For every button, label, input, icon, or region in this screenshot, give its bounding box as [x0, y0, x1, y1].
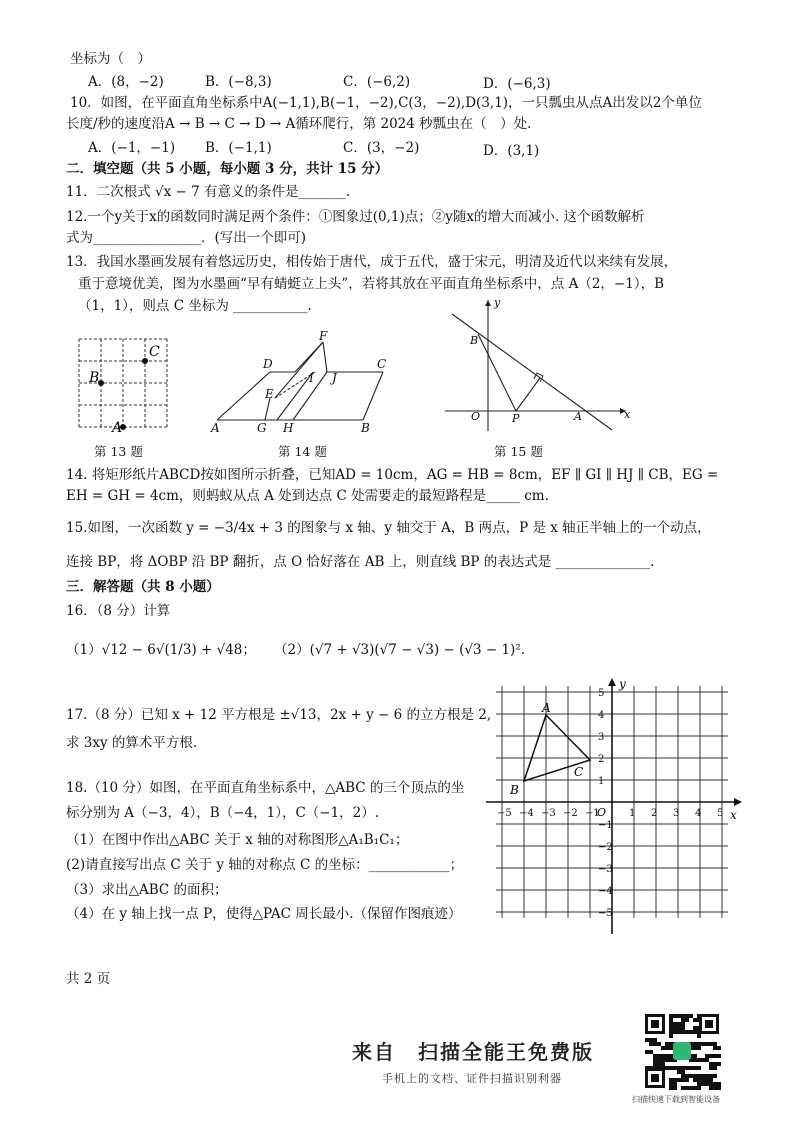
- qr-cell: [681, 1074, 685, 1078]
- fig13-point-c: [142, 358, 148, 364]
- footer-tagline: 手机上的文档、证件扫描识别利器: [382, 1072, 562, 1085]
- figure-18-grid: [484, 676, 746, 938]
- q13-line-3: （1，1），则点 C 坐标为 ___________.: [78, 298, 312, 314]
- qr-cell: [681, 1070, 685, 1074]
- qr-cell: [669, 1046, 673, 1050]
- fig13-label-b: B: [89, 370, 100, 386]
- qr-cell: [709, 1074, 713, 1078]
- q18-line-4: (2)请直接写出点 C 关于 y 轴的对称点 C 的坐标：____________；: [66, 857, 464, 873]
- qr-cell: [713, 1074, 717, 1078]
- fig14-label-h: H: [283, 421, 294, 435]
- qr-cell: [677, 1022, 681, 1026]
- qr-cell: [693, 1086, 697, 1090]
- qr-cell: [653, 1054, 657, 1058]
- qr-cell: [681, 1030, 685, 1034]
- q12-line-1: 12.一个y关于x的函数同时满足两个条件：①图象过(0,1)点；②y随x的增大而减小. 这个函数解析: [66, 209, 645, 225]
- fig18-y-tick-label: −2: [598, 842, 613, 853]
- qr-cell: [685, 1078, 689, 1082]
- fig14-label-c: C: [377, 357, 387, 371]
- q17-line-1: 17.（8 分）已知 x + 12 平方根是 ±√13，2x + y − 6 的立方根是 2,: [66, 707, 492, 723]
- qr-cell: [693, 1054, 697, 1058]
- qr-cell: [701, 1042, 705, 1046]
- qr-cell: [689, 1066, 693, 1070]
- q14-line-1: 14. 将矩形纸片ABCD按如图所示折叠，已知AD = 10cm，AG = HB = 8cm，EF ∥ GI ∥ HJ ∥ CB，EG =: [66, 467, 719, 483]
- fig18-label-y: y: [619, 677, 626, 691]
- qr-cell: [661, 1058, 665, 1062]
- qr-cell: [701, 1082, 705, 1086]
- qr-cell: [713, 1042, 717, 1046]
- qr-cell: [705, 1054, 709, 1058]
- qr-cell: [665, 1046, 669, 1050]
- qr-cell: [705, 1058, 709, 1062]
- qr-cell: [669, 1058, 673, 1062]
- fig14-label-d: D: [263, 357, 273, 371]
- fig18-y-tick-label: −3: [598, 864, 613, 875]
- qr-cell: [697, 1042, 701, 1046]
- qr-cell: [697, 1034, 701, 1038]
- q10-option-a: A．(−1，−1): [88, 140, 176, 156]
- qr-cell: [649, 1050, 653, 1054]
- qr-cell: [669, 1014, 673, 1018]
- qr-cell: [685, 1030, 689, 1034]
- footer-brand: 来自 扫描全能王免费版: [352, 1040, 594, 1064]
- fig18-label-x: x: [730, 808, 737, 822]
- qr-cell: [701, 1078, 705, 1082]
- q18-line-6: （4）在 y 轴上找一点 P，使得△PAC 周长最小.（保留作图痕迹）: [66, 906, 462, 922]
- fig18-y-tick-label: −1: [598, 820, 613, 831]
- q12-line-2: 式为________________．(写出一个即可): [66, 230, 307, 246]
- fig15-label-o: O: [471, 410, 481, 423]
- qr-cell: [701, 1074, 705, 1078]
- qr-cell: [709, 1082, 713, 1086]
- qr-cell: [709, 1086, 713, 1090]
- fig14-label-b: B: [361, 421, 370, 435]
- q18-line-1: 18.（10 分）如图，在平面直角坐标系中，△ABC 的三个顶点的坐: [66, 780, 465, 796]
- qr-cell: [697, 1086, 701, 1090]
- fig14-label-i: I: [309, 371, 314, 385]
- qr-cell: [693, 1074, 697, 1078]
- q18-line-5: （3）求出△ABC 的面积；: [66, 882, 228, 898]
- q17-line-2: 求 3xy 的算术平方根.: [66, 735, 198, 751]
- qr-cell: [665, 1066, 669, 1070]
- fig15-label-p: P: [512, 412, 520, 425]
- qr-cell: [669, 1022, 673, 1026]
- fig14-label-f: F: [319, 330, 328, 343]
- qr-cell: [657, 1062, 661, 1066]
- fig14-label-e: E: [265, 387, 274, 401]
- fig18-label-a: A: [542, 701, 551, 715]
- qr-cell: [717, 1062, 721, 1066]
- qr-cell: [669, 1018, 673, 1022]
- qr-cell: [713, 1086, 717, 1090]
- q15-line-2: 连接 BP，将 ΔOBP 沿 BP 翻折，点 O 恰好落在 AB 上，则直线 BP 的表达式是 ______________.: [66, 554, 655, 570]
- qr-cell: [649, 1038, 653, 1042]
- caption-fig-14: 第 14 题: [278, 444, 327, 459]
- qr-cell: [689, 1074, 693, 1078]
- qr-cell: [673, 1082, 677, 1086]
- qr-cell: [645, 1050, 649, 1054]
- q10-option-d: D．(3,1): [483, 143, 540, 159]
- fig18-x-tick-label: −4: [519, 808, 534, 819]
- figure-14: [205, 330, 400, 435]
- qr-cell: [697, 1066, 701, 1070]
- qr-cell: [653, 1062, 657, 1066]
- fig18-label-o: O: [597, 806, 607, 819]
- fig18-y-tick-label: 4: [598, 710, 605, 721]
- q13-line-1: 13．我国水墨画发展有着悠远历史，相传始于唐代，成于五代，盛于宋元，明清及近代以来续有发展，: [66, 254, 678, 270]
- qr-cell: [681, 1078, 685, 1082]
- qr-cell: [697, 1058, 701, 1062]
- q11: 11．二次根式 √x − 7 有意义的条件是_______.: [66, 184, 351, 200]
- fig18-x-tick-label: 5: [717, 808, 724, 819]
- q10-option-c: C．(3，−2): [343, 140, 420, 156]
- page-count: 共 2 页: [66, 971, 111, 987]
- qr-cell: [681, 1018, 685, 1022]
- qr-cell: [677, 1066, 681, 1070]
- fig15-label-a: A: [574, 410, 582, 423]
- fig18-x-tick-label: 4: [695, 808, 702, 819]
- qr-cell: [673, 1014, 677, 1018]
- qr-cell: [657, 1058, 661, 1062]
- qr-cell: [653, 1038, 657, 1042]
- q18-line-3: （1）在图中作出△ABC 关于 x 轴的对称图形△A₁B₁C₁；: [66, 832, 409, 848]
- qr-cell: [717, 1082, 721, 1086]
- qr-cell: [653, 1058, 657, 1062]
- qr-cell: [693, 1042, 697, 1046]
- qr-cell: [713, 1082, 717, 1086]
- q10-line-1: 10．如图，在平面直角坐标系中A(−1,1),B(−1，−2),C(3，−2),D(3,1)，一只瓢虫从点A出发以2个单位: [70, 95, 702, 111]
- qr-cell: [697, 1074, 701, 1078]
- qr-cell: [665, 1054, 669, 1058]
- fig14-label-g: G: [257, 421, 267, 435]
- qr-cell: [681, 1066, 685, 1070]
- fig18-y-tick-label: −5: [598, 908, 613, 919]
- qr-cell: [669, 1030, 673, 1034]
- qr-cell: [681, 1014, 685, 1018]
- qr-cell: [705, 1042, 709, 1046]
- qr-cell: [673, 1066, 677, 1070]
- q9-option-a: A．(8，−2): [88, 74, 164, 90]
- fig14-label-a: A: [211, 421, 220, 435]
- qr-cell: [693, 1030, 697, 1034]
- qr-cell: [673, 1026, 677, 1030]
- qr-cell: [693, 1046, 697, 1050]
- qr-cell: [661, 1046, 665, 1050]
- qr-cell: [681, 1026, 685, 1030]
- fig18-label-c: C: [574, 765, 584, 779]
- qr-cell: [673, 1086, 677, 1090]
- qr-cell: [669, 1026, 673, 1030]
- section-3-heading: 三．解答题（共 8 小题）: [66, 579, 220, 595]
- q10-option-b: B．(−1,1): [205, 140, 272, 156]
- qr-cell: [697, 1082, 701, 1086]
- qr-cell: [693, 1066, 697, 1070]
- q16-part-2: （2）(√7 + √3)(√7 − √3) − (√3 − 1)².: [274, 642, 526, 658]
- fig18-y-tick-label: −4: [598, 886, 613, 897]
- qr-cell: [669, 1086, 673, 1090]
- qr-cell: [677, 1026, 681, 1030]
- qr-cell: [665, 1042, 669, 1046]
- qr-cell: [669, 1078, 673, 1082]
- q9-option-d: D．(−6,3): [483, 76, 551, 92]
- qr-cell: [697, 1078, 701, 1082]
- qr-cell: [717, 1086, 721, 1090]
- qr-cell: [681, 1022, 685, 1026]
- qr-cell: [705, 1082, 709, 1086]
- fig15-label-b: B: [470, 334, 479, 347]
- qr-cell: [693, 1058, 697, 1062]
- qr-cell: [697, 1046, 701, 1050]
- qr-cell: [661, 1054, 665, 1058]
- qr-cell: [717, 1054, 721, 1058]
- qr-cell: [689, 1014, 693, 1018]
- fig18-y-tick-label: 2: [598, 754, 605, 765]
- fig18-x-tick-label: −2: [563, 808, 578, 819]
- fig13-label-c: C: [149, 344, 160, 360]
- qr-cell: [709, 1078, 713, 1082]
- qr-cell: [685, 1014, 689, 1018]
- q16-heading: 16．（8 分）计算: [66, 603, 171, 619]
- qr-cell: [657, 1042, 661, 1046]
- qr-cell: [669, 1054, 673, 1058]
- q10-line-2: 长度/秒的速度沿A → B → C → D → A循环爬行，第 2024 秒瓢虫在（ ）处.: [66, 116, 532, 132]
- qr-cell: [685, 1086, 689, 1090]
- qr-cell: [693, 1078, 697, 1082]
- qr-cell: [685, 1018, 689, 1022]
- fig18-x-tick-label: 3: [673, 808, 680, 819]
- fig18-x-tick-label: −5: [497, 808, 512, 819]
- qr-cell: [677, 1030, 681, 1034]
- qr-cell: [717, 1046, 721, 1050]
- fig18-x-tick-label: −1: [585, 808, 600, 819]
- q16-part-1: （1）√12 − 6√(1/3) + √48；: [66, 642, 256, 658]
- qr-cell: [677, 1078, 681, 1082]
- qr-cell: [693, 1018, 697, 1022]
- qr-cell: [685, 1066, 689, 1070]
- qr-caption: 扫描快速下载到智能设备: [632, 1095, 720, 1104]
- qr-cell: [713, 1054, 717, 1058]
- caption-fig-15: 第 15 题: [494, 444, 543, 459]
- qr-cell: [649, 1042, 653, 1046]
- qr-cell: [681, 1086, 685, 1090]
- qr-cell: [713, 1066, 717, 1070]
- qr-cell: [673, 1078, 677, 1082]
- qr-cell: [673, 1022, 677, 1026]
- qr-cell: [709, 1042, 713, 1046]
- qr-cell: [713, 1046, 717, 1050]
- q15-line-1: 15.如图，一次函数 y = −3/4x + 3 的图象与 x 轴、y 轴交于 A，B 两点，P 是 x 轴正半轴上的一个动点，: [66, 520, 711, 536]
- fig15-label-x: x: [624, 408, 631, 421]
- qr-cell: [689, 1030, 693, 1034]
- q18-line-2: 标分别为 A（−3，4），B（−4，1），C（−1，2）.: [66, 805, 380, 821]
- figure-15: [440, 296, 640, 436]
- fig18-label-b: B: [510, 783, 519, 797]
- qr-cell: [709, 1062, 713, 1066]
- qr-cell: [677, 1070, 681, 1074]
- qr-cell: [645, 1038, 649, 1042]
- section-2-heading: 二．填空题（共 5 小题，每小题 3 分，共计 15 分）: [66, 161, 389, 177]
- qr-cell: [657, 1054, 661, 1058]
- fig18-x-tick-label: −3: [541, 808, 556, 819]
- qr-cell: [669, 1082, 673, 1086]
- qr-logo-icon: [673, 1042, 691, 1060]
- q9-option-b: B．(−8,3): [205, 74, 272, 90]
- qr-cell: [705, 1078, 709, 1082]
- fig15-label-y: y: [494, 296, 501, 309]
- fig13-label-a: A: [112, 420, 123, 434]
- caption-fig-13: 第 13 题: [94, 444, 143, 459]
- q14-line-2: EH = GH = 4cm，则蚂蚁从点 A 处到达点 C 处需要走的最短路程是_____ cm.: [66, 488, 549, 504]
- figure-13: [74, 334, 174, 434]
- qr-cell: [713, 1062, 717, 1066]
- qr-cell: [685, 1074, 689, 1078]
- qr-cell: [661, 1062, 665, 1066]
- qr-cell: [653, 1042, 657, 1046]
- fig18-x-tick-label: 2: [651, 808, 658, 819]
- qr-cell: [669, 1034, 673, 1038]
- qr-cell: [705, 1074, 709, 1078]
- fig18-x-tick-label: 1: [629, 808, 636, 819]
- qr-cell: [665, 1058, 669, 1062]
- fig18-y-tick-label: 5: [598, 688, 605, 699]
- qr-cell: [673, 1030, 677, 1034]
- qr-cell: [709, 1054, 713, 1058]
- q9-option-c: C．(−6,2): [343, 74, 411, 90]
- q13-line-2: 重于意境优美，图为水墨画“早有蜻蜓立上头”，若将其放在平面直角坐标系中，点 A（2，−1），B: [78, 276, 665, 292]
- fig18-y-tick-label: 1: [598, 776, 605, 787]
- fig18-y-tick-label: 3: [598, 732, 605, 743]
- fig14-label-j: J: [332, 371, 337, 385]
- qr-cell: [669, 1066, 673, 1070]
- qr-cell: [677, 1014, 681, 1018]
- qr-cell: [669, 1042, 673, 1046]
- qr-cell: [701, 1058, 705, 1062]
- qr-cell: [693, 1026, 697, 1030]
- qr-code: [643, 1012, 721, 1090]
- qr-cell: [709, 1066, 713, 1070]
- qr-cell: [689, 1086, 693, 1090]
- q9-stem-tail: 坐标为（ ）: [70, 51, 151, 67]
